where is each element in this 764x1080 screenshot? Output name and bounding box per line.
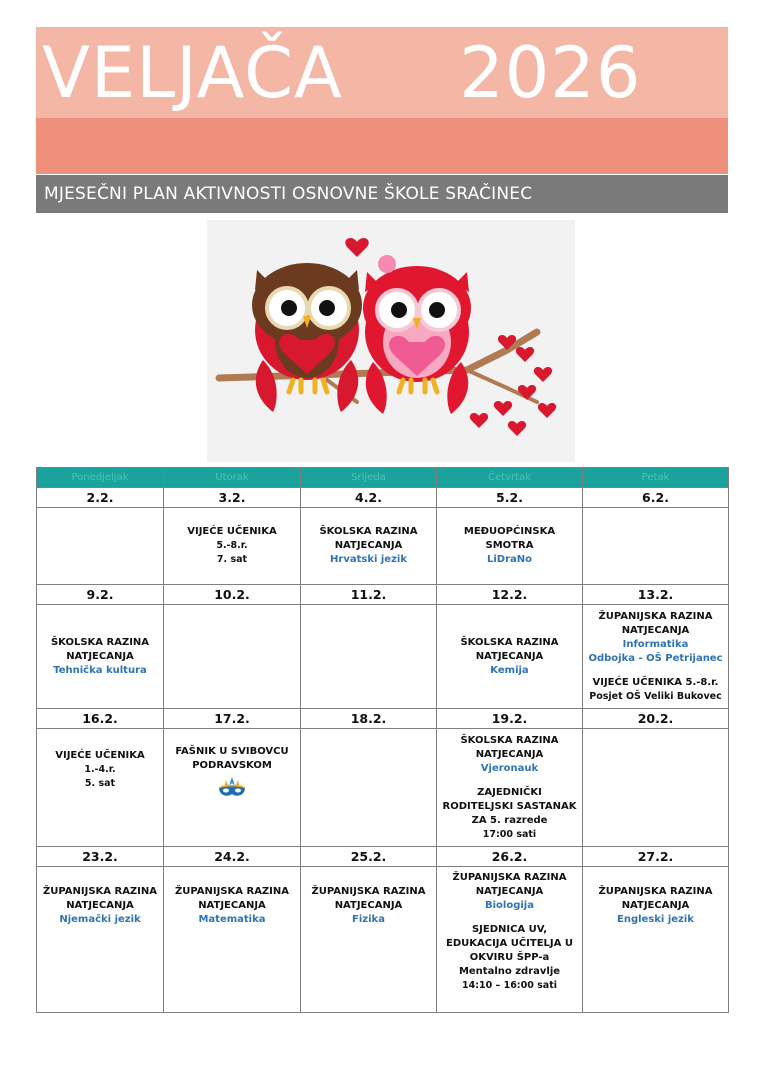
event-title: PODRAVSKOM — [192, 760, 272, 771]
date-cell: 3.2. — [164, 488, 301, 508]
date-cell: 10.2. — [164, 585, 301, 605]
event-title: NATJECANJA — [198, 900, 266, 911]
date-cell: 4.2. — [301, 488, 437, 508]
event-title: ŠKOLSKA RAZINA — [319, 526, 418, 537]
event-title: OKVIRU ŠPP-a — [469, 952, 550, 963]
event-detail: Posjet OŠ Veliki Bukovec — [589, 690, 722, 702]
date-cell: 19.2. — [437, 709, 583, 729]
event-title: ŽUPANIJSKA RAZINA — [598, 886, 713, 897]
calendar-table — [36, 467, 729, 1013]
weekday-header: Petak — [583, 468, 729, 488]
event-title: ŽUPANIJSKA RAZINA — [174, 886, 290, 897]
event-cell — [164, 867, 301, 1013]
event-title: VIJEĆE UČENIKA 5.-8.r. — [592, 676, 719, 688]
weekday-header-row — [37, 468, 729, 488]
event-detail: 7. sat — [216, 554, 248, 565]
date-cell: 9.2. — [37, 585, 164, 605]
event-subject: Matematika — [198, 914, 266, 925]
date-cell: 20.2. — [583, 709, 729, 729]
weekday-header: Srijeda — [301, 468, 437, 488]
event-cell — [164, 729, 301, 847]
event-cell-empty — [583, 729, 729, 847]
event-cell — [301, 867, 437, 1013]
event-title: ŽUPANIJSKA RAZINA — [598, 610, 713, 622]
event-subject: Odbojka - OŠ Petrijanec — [588, 652, 723, 664]
event-subject: Biologija — [485, 900, 534, 911]
event-title: ŽUPANIJSKA RAZINA — [42, 886, 158, 897]
event-title: NATJECANJA — [475, 650, 544, 662]
event-title: NATJECANJA — [475, 886, 544, 897]
event-title: VIJEĆE UČENIKA — [55, 750, 145, 761]
weekday-header: Četvrtak — [437, 468, 583, 488]
date-cell: 6.2. — [583, 488, 729, 508]
date-cell: 13.2. — [583, 585, 729, 605]
date-cell: 16.2. — [37, 709, 164, 729]
event-detail: ZA 5. razrede — [471, 814, 548, 826]
event-cell — [37, 605, 164, 709]
event-detail: Mentalno zdravlje — [458, 966, 561, 977]
date-cell: 26.2. — [437, 847, 583, 867]
event-detail: 5. sat — [84, 778, 116, 789]
event-title: ŠKOLSKA RAZINA — [50, 636, 150, 648]
date-cell: 2.2. — [37, 488, 164, 508]
event-title: RODITELJSKI SASTANAK — [442, 800, 577, 812]
event-detail: 14:10 – 16:00 sati — [461, 980, 557, 991]
date-cell: 27.2. — [583, 847, 729, 867]
date-cell: 25.2. — [301, 847, 437, 867]
event-title: ŠKOLSKA RAZINA — [460, 734, 559, 746]
event-cell-empty — [583, 508, 729, 585]
title-month: VELJAČA — [42, 32, 343, 114]
event-cell — [437, 867, 583, 1013]
date-row — [37, 847, 729, 867]
event-title: NATJECANJA — [334, 900, 403, 911]
event-title: MEĐUOPĆINSKA — [463, 526, 556, 537]
event-cell — [437, 729, 583, 847]
date-cell: 18.2. — [301, 709, 437, 729]
owls-svg — [207, 220, 575, 462]
event-subject: Kemija — [490, 664, 529, 676]
event-cell-empty — [301, 729, 437, 847]
event-cell-empty — [301, 605, 437, 709]
event-subject: Engleski jezik — [617, 914, 694, 925]
event-title: VIJEĆE UČENIKA — [187, 526, 277, 537]
event-subject: Njemački jezik — [59, 914, 141, 925]
event-title: NATJECANJA — [66, 900, 134, 911]
events-row — [37, 508, 729, 585]
event-cell — [164, 508, 301, 585]
event-title: ZAJEDNIČKI — [477, 786, 542, 798]
title-year: 2026 — [459, 32, 642, 114]
page-title — [42, 30, 702, 116]
carnival-mask-icon — [217, 777, 247, 799]
event-title: SMOTRA — [485, 540, 534, 551]
events-row — [37, 729, 729, 847]
event-cell-empty — [37, 508, 164, 585]
event-subject: LiDraNo — [486, 554, 533, 565]
weekday-header: Utorak — [164, 468, 301, 488]
date-cell: 17.2. — [164, 709, 301, 729]
date-cell: 12.2. — [437, 585, 583, 605]
event-detail: 5.-8.r. — [216, 540, 248, 551]
weekday-header: Ponedjeljak — [37, 468, 164, 488]
event-title: NATJECANJA — [475, 748, 544, 760]
event-cell — [301, 508, 437, 585]
event-title: ŠKOLSKA RAZINA — [460, 636, 559, 648]
date-row — [37, 709, 729, 729]
date-cell: 11.2. — [301, 585, 437, 605]
owls-illustration — [207, 220, 575, 462]
page-subtitle: MJESEČNI PLAN AKTIVNOSTI OSNOVNE ŠKOLE SRAČINEC — [36, 175, 728, 213]
event-cell — [37, 867, 164, 1013]
event-subject: Informatika — [622, 638, 689, 650]
event-cell — [37, 729, 164, 847]
event-cell-empty — [164, 605, 301, 709]
event-title: EDUKACIJA UČITELJA U — [445, 938, 573, 949]
event-title: ŽUPANIJSKA RAZINA — [452, 872, 567, 883]
event-title: SJEDNICA UV, — [471, 924, 548, 935]
date-row — [37, 585, 729, 605]
event-title: NATJECANJA — [66, 650, 134, 662]
event-subject: Hrvatski jezik — [330, 554, 407, 565]
event-subject: Tehnička kultura — [53, 664, 147, 676]
event-subject: Vjeronauk — [480, 762, 539, 774]
date-cell: 23.2. — [37, 847, 164, 867]
event-cell — [583, 605, 729, 709]
event-cell — [437, 508, 583, 585]
event-detail: 1.-4.r. — [84, 764, 116, 775]
date-row — [37, 488, 729, 508]
event-subject: Fizika — [352, 914, 385, 925]
event-title: NATJECANJA — [334, 540, 403, 551]
date-cell: 5.2. — [437, 488, 583, 508]
event-cell — [583, 867, 729, 1013]
event-title: FAŠNIK U SVIBOVCU — [175, 746, 289, 757]
event-title: NATJECANJA — [621, 624, 690, 636]
header-banner-band — [36, 118, 728, 174]
events-row — [37, 605, 729, 709]
events-row — [37, 867, 729, 1013]
event-cell — [437, 605, 583, 709]
event-detail: 17:00 sati — [482, 828, 537, 840]
event-title: NATJECANJA — [621, 900, 690, 911]
event-title: ŽUPANIJSKA RAZINA — [311, 886, 426, 897]
date-cell: 24.2. — [164, 847, 301, 867]
